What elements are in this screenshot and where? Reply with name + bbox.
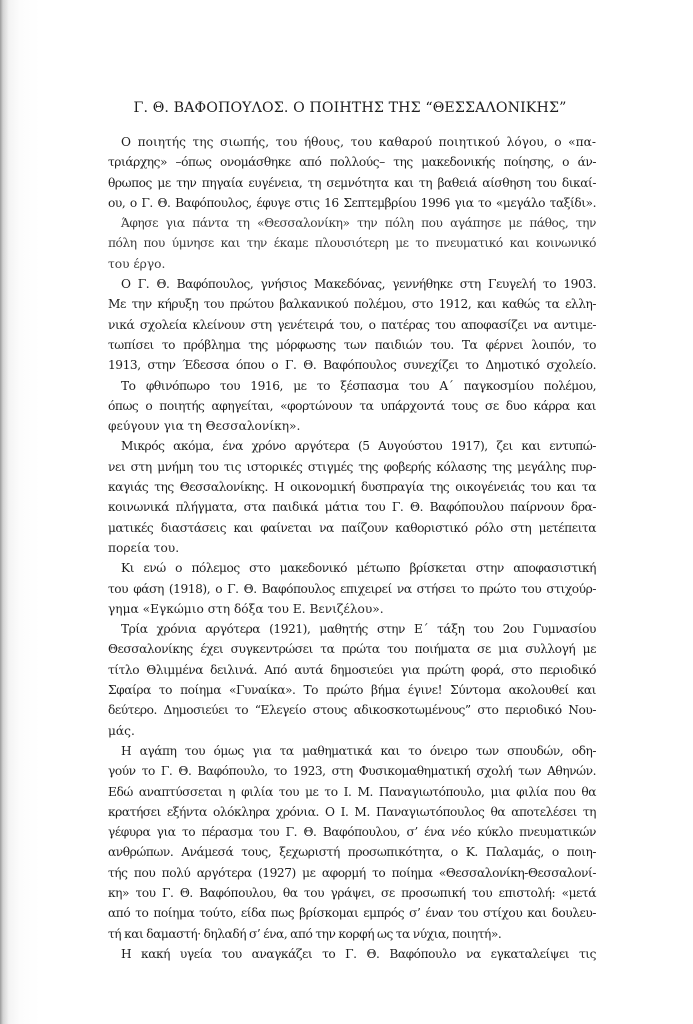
paragraph: [108, 944, 596, 964]
text-line: κη» του Γ. Θ. Βαφόπουλου, θα του γράψει, σε προσωπική του επιστολή: «μετά: [108, 885, 596, 900]
text-line: κρατήσει εξήντα ολόκληρα χρόνια. Ο Ι. Μ. Παναγιωτόπουλος θα αποτελέσει τη: [108, 804, 596, 819]
text-line: νικά σχολεία κλείνουν στη γενέτειρά του, ο πατέρας του αποφασίζει να αντιμε-: [108, 317, 596, 332]
text-line: καγιάς της Θεσσαλονίκης. Η οικονομική δυσπραγία της οικογένειάς του και τα: [108, 480, 596, 495]
text-line: ματικές διαστάσεις και φαίνεται να παίζουν καθοριστικό ρόλο στη μετέπειτα: [108, 520, 596, 535]
text-line: τωπίσει το πρόβλημα της μόρφωσης των παιδιών του. Τα φέρνει λοιπόν, το: [108, 337, 596, 352]
article-body: [108, 100, 596, 964]
text-line: γημα «Εγκώμιο στη δόξα του Ε. Βενιζέλου».: [108, 601, 384, 616]
text-line: Μικρός ακόμα, ένα χρόνο αργότερα (5 Αυγούστου 1917), ζει και εντυπώ-: [121, 439, 596, 454]
text-line: γέφυρα για το πέρασμα του Γ. Θ. Βαφόπουλου, σ’ ένα νέο κύκλο πνευματικών: [108, 825, 596, 840]
text-line: του φάση (1918), ο Γ. Θ. Βαφόπουλος επιχειρεί να στήσει το πρώτο του στιχούρ-: [108, 581, 596, 596]
text-line: γούν το Γ. Θ. Βαφόπουλο, το 1923, στη Φυσικομαθηματική σχολή των Αθηνών.: [108, 764, 596, 779]
text-line: Κι ενώ ο πόλεμος στο μακεδονικό μέτωπο βρίσκεται στην αποφασιστική: [121, 561, 596, 576]
text-line: Το φθινόπωρο του 1916, με το ξέσπασμα του Α΄ παγκοσμίου πολέμου,: [121, 378, 596, 393]
text-line: Σφαίρα το ποίημα «Γυναίκα». Το πρώτο βήμα έγινε! Σύντομα ακολουθεί και: [108, 683, 596, 698]
text-line: Ο Γ. Θ. Βαφόπουλος, γνήσιος Μακεδόνας, γεννήθηκε στη Γευγελή το 1903.: [121, 277, 596, 292]
text-line: φεύγουν για τη Θεσσαλονίκη».: [108, 419, 301, 434]
text-line: μάς.: [108, 723, 135, 738]
text-line: Η κακή υγεία του αναγκάζει το Γ. Θ. Βαφόπουλο να εγκαταλείψει τις: [121, 946, 596, 961]
text-line: ου, ο Γ. Θ. Βαφόπουλος, έφυγε στις 16 Σεπτεμβρίου 1996 για το «μεγάλο ταξίδι».: [108, 195, 596, 210]
paragraph: [108, 274, 596, 375]
text-line: 1913, στην Έδεσσα όπου ο Γ. Θ. Βαφόπουλος συνεχίζει το Δημοτικό σχολείο.: [108, 358, 596, 373]
text-line: νει στη μνήμη του τις ιστορικές στιγμές της φοβερής κόλασης της μεγάλης πυρ-: [108, 459, 596, 474]
text-line: Άφησε για πάντα τη «Θεσσαλονίκη» την πόλη που αγάπησε με πάθος, την: [121, 216, 596, 231]
paragraph: [108, 436, 596, 558]
text-line: τίτλο Θλιμμένα δειλινά. Από αυτά δημοσιεύει για πρώτη φορά, στο περιοδικό: [108, 662, 596, 677]
text-line: Με την κήρυξη του πρώτου βαλκανικού πολέμου, στο 1912, και καθώς τα ελλη-: [108, 297, 596, 312]
text-line: δεύτερο. Δημοσιεύει το “Ελεγείο στους αδικοσκοτωμένους” στο περιοδικό Νου-: [108, 703, 596, 718]
text-line: τής που πολύ αργότερα (1927) με αφορμή το ποίημα «Θεσσαλονίκη-Θεσσαλονί-: [108, 865, 596, 880]
paragraph: [108, 376, 596, 437]
text-line: του έργο.: [108, 256, 166, 271]
text-line: Τρία χρόνια αργότερα (1921), μαθητής στην Ε΄ τάξη του 2ου Γυμνασίου: [121, 622, 596, 637]
paragraph: [108, 741, 596, 944]
text-line: πόλη που ύμνησε και την έκαμε πλουσιότερη με το πνευματικό και κοινωνικό: [108, 236, 596, 251]
text-line: τή και δαμαστή· δηλαδή σ’ ένα, από την κορφή ως τα νύχια, ποιητή».: [108, 926, 502, 941]
text-line: Θεσσαλονίκης έχει συγκεντρώσει τα πρώτα του ποιήματα σε μια συλλογή με: [108, 642, 596, 657]
text-line: τριάρχης» –όπως ονομάσθηκε από πολλούς– της μακεδονικής ποίησης, ο άν-: [108, 155, 596, 170]
text-line: από το ποίημα τούτο, είδα πως βρίσκομαι εμπρός σ’ έναν του στίχου και δουλευ-: [108, 906, 596, 921]
paragraph: [108, 558, 596, 619]
text-line: ανθρώπων. Ανάμεσά τους, ξεχωριστή προσωπικότητα, ο Κ. Παλαμάς, ο ποιη-: [108, 845, 596, 860]
text-line: θρωπος με την πηγαία ευγένεια, τη σεμνότητα και τη βαθειά αίσθηση του δικαί-: [108, 175, 596, 190]
text-line: Εδώ αναπτύσσεται η φιλία του με το Ι. Μ. Παναγιωτόπουλο, μια φιλία που θα: [108, 784, 596, 799]
text-line: Η αγάπη του όμως για τα μαθηματικά και το όνειρο των σπουδών, οδη-: [121, 743, 596, 758]
text-line: Ο ποιητής της σιωπής, του ήθους, του καθαρού ποιητικού λόγου, ο «πα-: [121, 135, 596, 149]
text-line: πορεία του.: [108, 540, 180, 555]
paragraph: [108, 619, 596, 741]
paragraph: [108, 132, 596, 213]
text-line: όπως ο ποιητής αφηγείται, «φορτώνουν τα υπάρχοντά τους σε δυο κάρρα και: [108, 398, 596, 413]
article-title: Γ. Θ. ΒΑΦΟΠΟΥΛΟΣ. Ο ΠΟΙΗΤΗΣ ΤΗΣ “ΘΕΣΣΑΛΟΝΙΚΗΣ”: [133, 100, 567, 116]
paragraph: [108, 213, 596, 274]
text-line: κοινωνικά πλήγματα, στα παιδικά μάτια του Γ. Θ. Βαφόπουλου παίρνουν δρα-: [108, 500, 596, 515]
